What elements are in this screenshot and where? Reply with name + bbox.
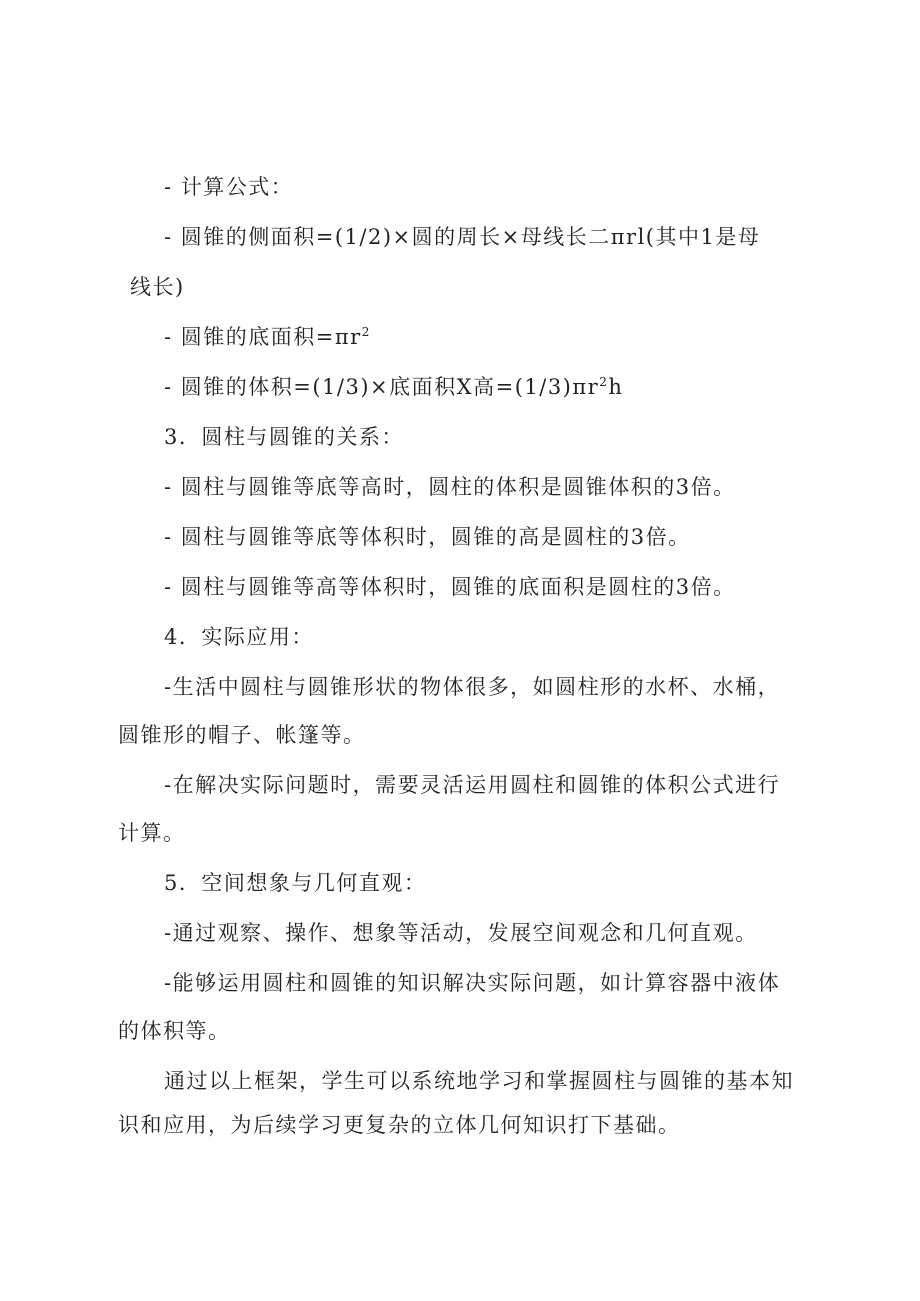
section4-heading: 4．实际应用： (164, 625, 314, 649)
volume-formula (164, 372, 623, 402)
relation-1: - 圆柱与圆锥等底等高时，圆柱的体积是圆锥体积的3倍。 (164, 475, 736, 499)
lateral-area-formula: - 圆锥的侧面积=(1/2)×圆的周长×母线长二πrl(其中1是母 (164, 225, 761, 249)
application-2: -在解决实际问题时，需要灵活运用圆柱和圆锥的体积公式进行 (164, 773, 781, 797)
lateral-area-formula-continued: 线长) (130, 275, 185, 299)
application-1-continued: 圆锥形的帽子、帐篷等。 (118, 723, 366, 747)
summary-paragraph: 通过以上框架，学生可以系统地学习和掌握圆柱与圆锥的基本知 (164, 1069, 794, 1093)
spatial-2: -能够运用圆柱和圆锥的知识解决实际问题，如计算容器中液体 (164, 971, 781, 995)
volume-suffix: h (608, 375, 624, 399)
formulas-heading: - 计算公式： (164, 175, 294, 199)
section5-heading: 5．空间想象与几何直观： (164, 871, 427, 895)
relation-2: - 圆柱与圆锥等底等体积时，圆锥的高是圆柱的3倍。 (164, 525, 691, 549)
spatial-2-continued: 的体积等。 (118, 1019, 231, 1043)
base-area-exponent: 2 (361, 325, 371, 339)
section3-heading: 3．圆柱与圆锥的关系： (164, 425, 404, 449)
summary-paragraph-continued: 识和应用，为后续学习更复杂的立体几何知识打下基础。 (118, 1113, 681, 1137)
application-1: -生活中圆柱与圆锥形状的物体很多，如圆柱形的水杯、水桶， (164, 675, 781, 699)
base-area-text: - 圆锥的底面积=πr (164, 325, 362, 349)
spatial-1: -通过观察、操作、想象等活动，发展空间观念和几何直观。 (164, 921, 758, 945)
base-area-formula (164, 322, 371, 352)
volume-exponent: 2 (599, 375, 609, 389)
relation-3: - 圆柱与圆锥等高等体积时，圆锥的底面积是圆柱的3倍。 (164, 575, 736, 599)
application-2-continued: 计算。 (118, 821, 186, 845)
volume-text: - 圆锥的体积=(1/3)×底面积X高=(1/3)πr (164, 375, 600, 399)
